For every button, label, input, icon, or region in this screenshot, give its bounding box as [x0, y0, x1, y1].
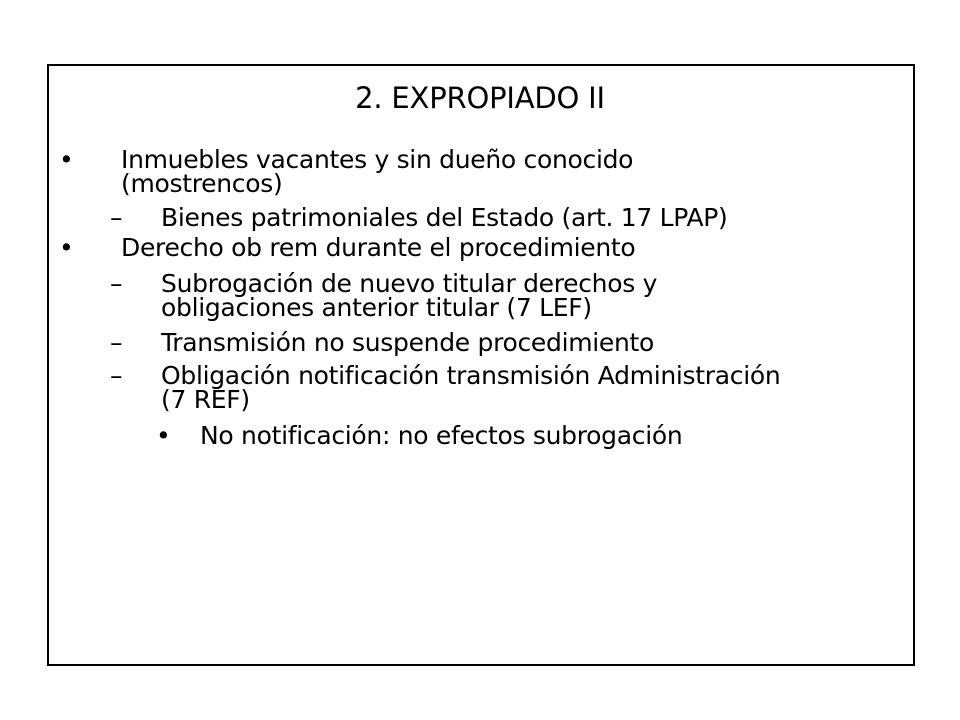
bullet-marker: •	[156, 421, 171, 450]
sub-bullet-text-continued: (7 REF)	[161, 385, 250, 414]
bullet-text: Inmuebles vacantes y sin dueño conocido	[121, 145, 634, 174]
dash-marker: –	[110, 361, 123, 390]
sub-bullet-text: Subrogación de nuevo titular derechos y	[161, 269, 658, 298]
sub-bullet-text: Obligación notificación transmisión Administración	[161, 361, 781, 390]
dash-marker: –	[110, 269, 123, 298]
bullet-text-continued: (mostrencos)	[121, 169, 283, 198]
bullet-text: Derecho ob rem durante el procedimiento	[121, 233, 636, 262]
sub-bullet-text-continued: obligaciones anterior titular (7 LEF)	[161, 293, 592, 322]
sub-bullet-text: Bienes patrimoniales del Estado (art. 17 LPAP)	[161, 203, 728, 232]
bullet-marker: •	[59, 233, 74, 262]
sub-sub-bullet-text: No notificación: no efectos subrogación	[200, 421, 683, 450]
dash-marker: –	[110, 203, 123, 232]
bullet-marker: •	[59, 145, 74, 174]
sub-bullet-text: Transmisión no suspende procedimiento	[161, 328, 655, 357]
slide-title: 2. EXPROPIADO II	[355, 81, 605, 115]
dash-marker: –	[110, 328, 123, 357]
